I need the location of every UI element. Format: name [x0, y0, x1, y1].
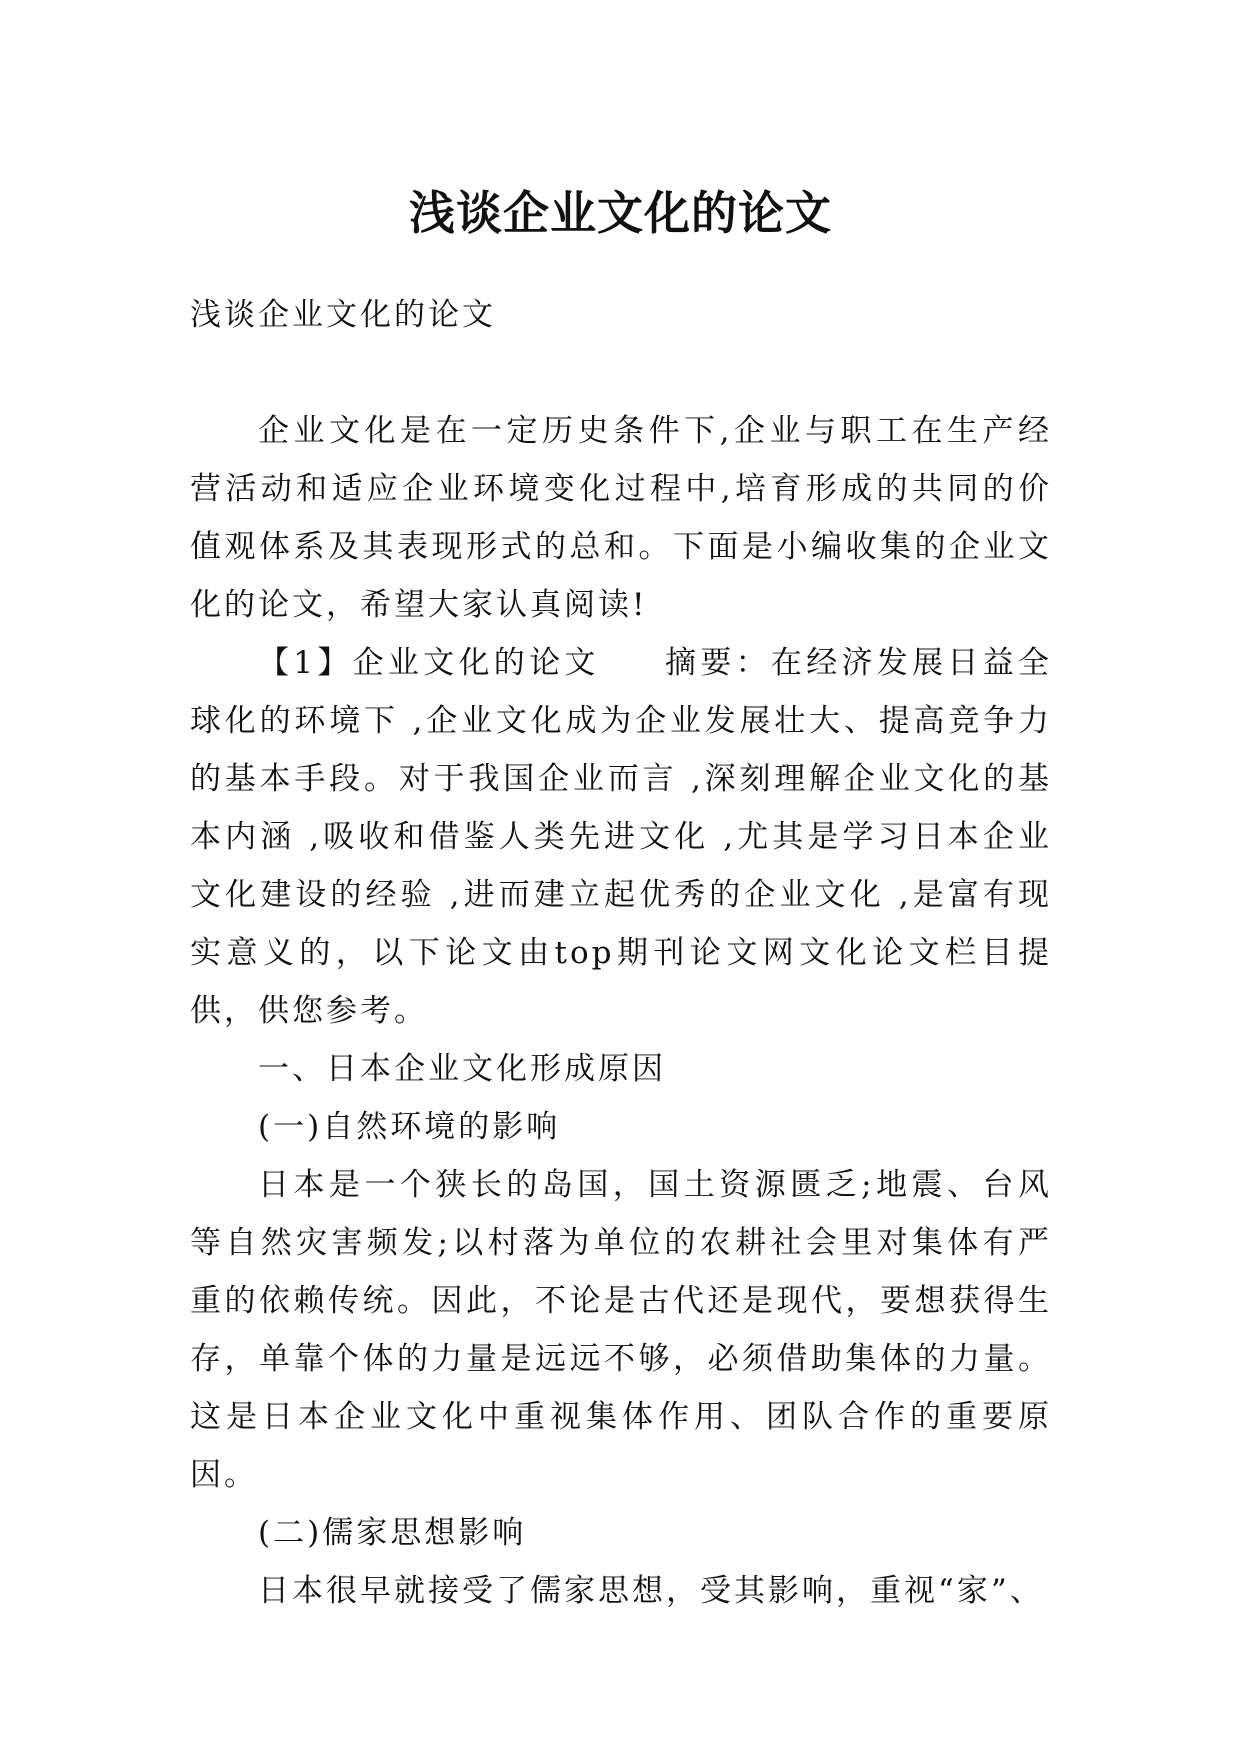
subsection-paragraph-2: 日本很早就接受了儒家思想，受其影响，重视“家”、: [258, 1573, 1044, 1609]
abstract-label: 【1】企业文化的论文: [258, 645, 600, 681]
section-heading: 一、日本企业文化形成原因: [258, 1051, 666, 1087]
subsection-heading-2: (二)儒家思想影响: [258, 1515, 527, 1551]
document-title: 浅谈企业文化的论文: [409, 185, 832, 240]
subsection-heading-1: (一)自然环境的影响: [258, 1109, 561, 1145]
intro-paragraph: 企业文化是在一定历史条件下,企业与职工在生产经营活动和适应企业环境变化过程中,培育形成的共同的价值观体系及其表现形式的总和。下面是小编收集的企业文化的论文，希望大家认真阅读!: [190, 413, 1052, 623]
subsection-paragraph-1: 日本是一个狭长的岛国，国土资源匮乏;地震、台风等自然灾害频发;以村落为单位的农耕社会里对集体有严重的依赖传统。因此，不论是古代还是现代，要想获得生存，单靠个体的力量是远远不够，必须借助集体的力量。这是日本企业文化中重视集体作用、团队合作的重要原因。: [190, 1167, 1052, 1493]
document-subtitle: 浅谈企业文化的论文: [190, 297, 496, 333]
abstract-text: 摘要：在经济发展日益全球化的环境下 ,企业文化成为企业发展壮大、提高竞争力的基本手段。对于我国企业而言 ,深刻理解企业文化的基本内涵 ,吸收和借鉴人类先进文化 ,尤其是学习日本企业文化建设的经验 ,进而建立起优秀的企业文化 ,是富有现实意义的，以下论文由top期刊论文网文化论文栏目提供，供您参考。: [190, 645, 1052, 1029]
abstract-paragraph: [190, 634, 1052, 1040]
document-body: [190, 286, 1052, 1620]
